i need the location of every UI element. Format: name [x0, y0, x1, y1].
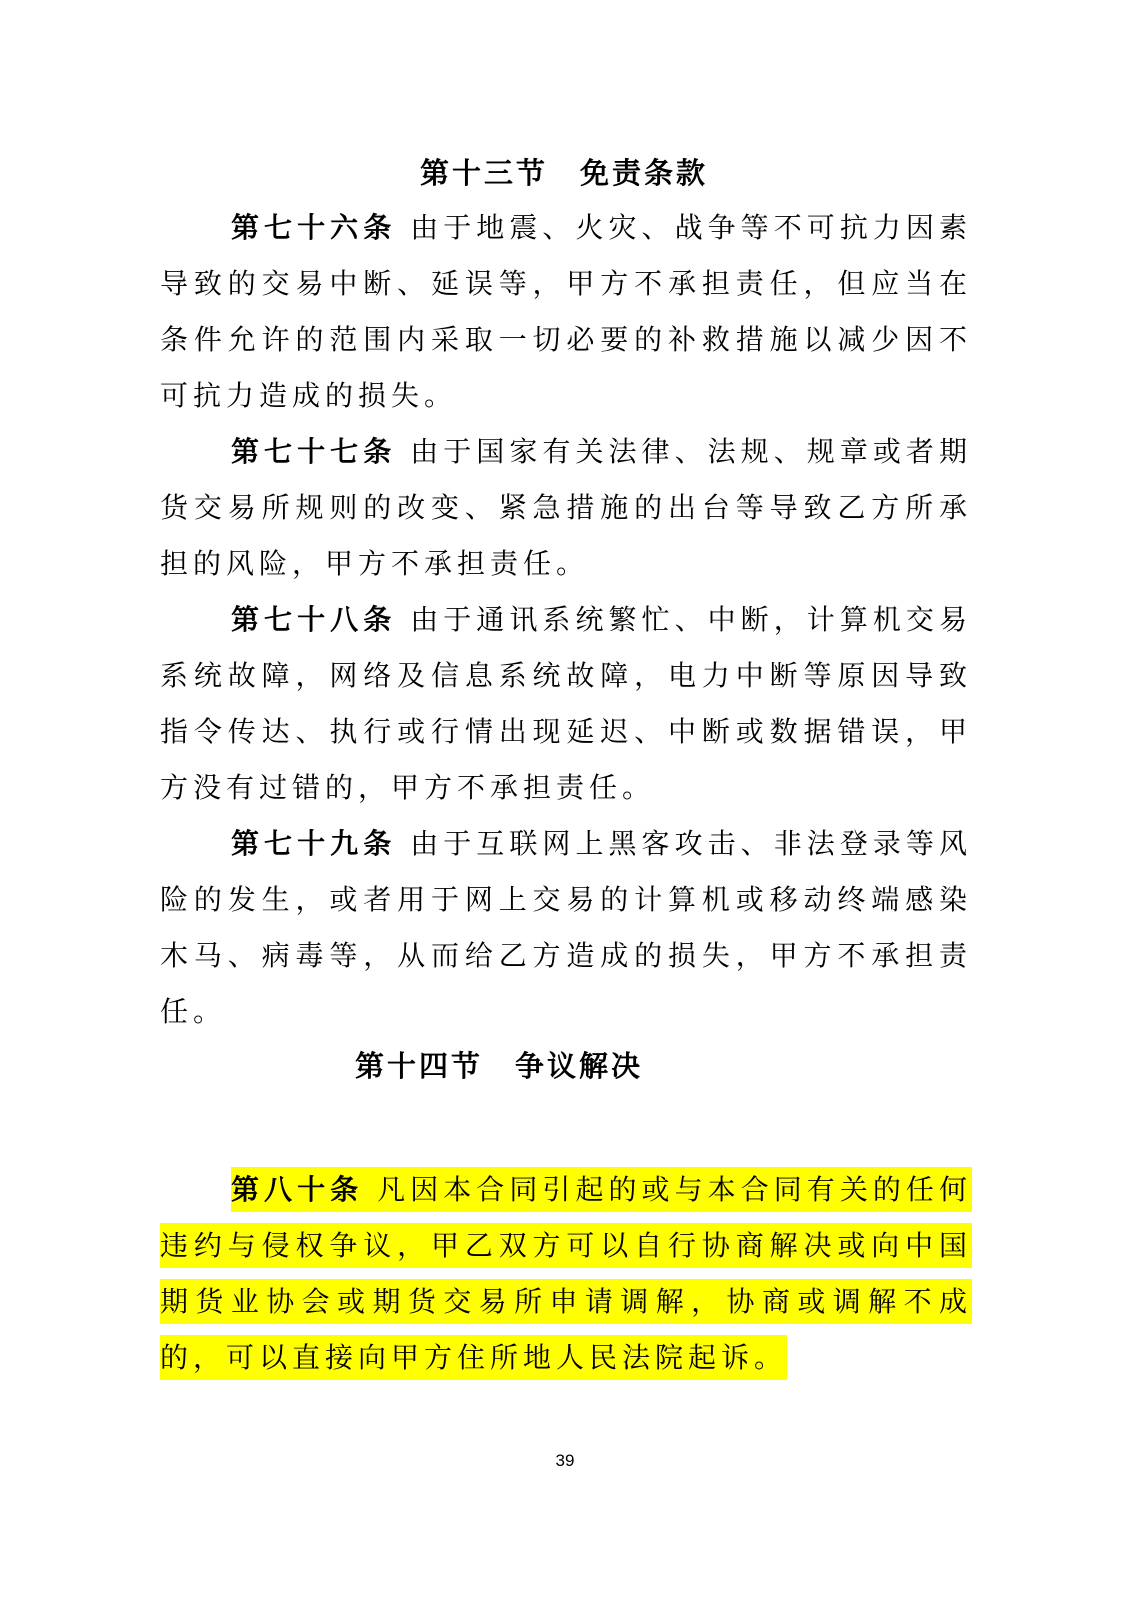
article-77 — [160, 424, 972, 592]
page-number: 39 — [555, 1451, 575, 1470]
article-80-label: 第八十条 — [231, 1173, 364, 1206]
article-78 — [160, 592, 972, 816]
section-13-heading: 第十三节 免责条款 — [419, 156, 708, 190]
article-76 — [160, 200, 972, 424]
article-76-text: 由于地震、火灾、战争等不可抗力因素导致的交易中断、延误等，甲方不承担责任，但应当在条件允许的范围内采取一切必要的补救措施以减少因不可抗力造成的损失。 — [160, 211, 972, 412]
article-78-text: 由于通讯系统繁忙、中断，计算机交易系统故障，网络及信息系统故障，电力中断等原因导致指令传达、执行或行情出现延迟、中断或数据错误，甲方没有过错的，甲方不承担责任。 — [160, 603, 972, 804]
article-79-text: 由于互联网上黑客攻击、非法登录等风险的发生，或者用于网上交易的计算机或移动终端感染木马、病毒等，从而给乙方造成的损失，甲方不承担责任。 — [160, 827, 972, 1028]
article-79 — [160, 816, 972, 1040]
section-14-heading: 第十四节 争议解决 — [354, 1049, 643, 1083]
article-77-text: 由于国家有关法律、法规、规章或者期货交易所规则的改变、紧急措施的出台等导致乙方所承担的风险，甲方不承担责任。 — [160, 435, 972, 580]
article-77-label: 第七十七条 — [231, 435, 397, 468]
article-80-text: 凡因本合同引起的或与本合同有关的任何违约与侵权争议，甲乙双方可以自行协商解决或向中国期货业协会或期货交易所申请调解，协商或调解不成的，可以直接向甲方住所地人民法院起诉。 — [160, 1173, 972, 1374]
article-79-label: 第七十九条 — [231, 827, 397, 860]
article-80-highlight — [160, 1167, 972, 1380]
article-76-label: 第七十六条 — [231, 211, 397, 244]
article-78-label: 第七十八条 — [231, 603, 397, 636]
article-80 — [160, 1162, 972, 1386]
